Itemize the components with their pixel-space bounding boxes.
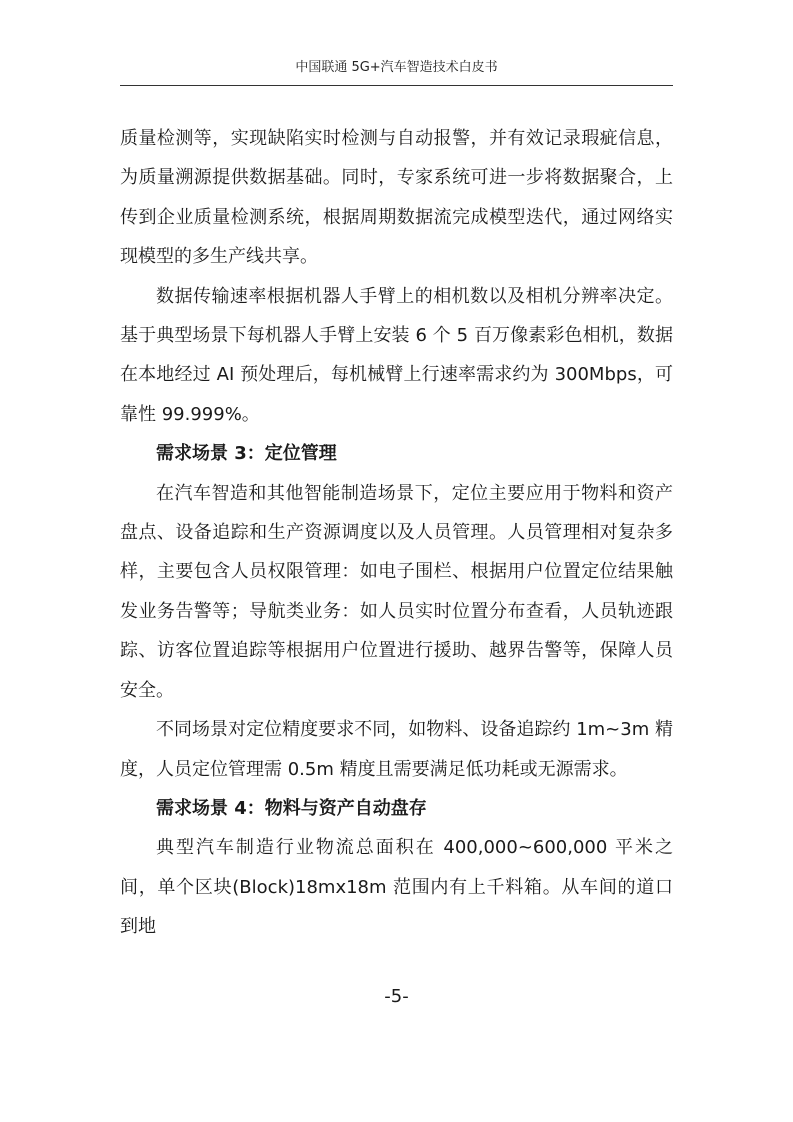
paragraph-data-rate: 数据传输速率根据机器人手臂上的相机数以及相机分辨率决定。基于典型场景下每机器人手臂上安装 6 个 5 百万像素彩色相机，数据在本地经过 AI 预处理后，每机械臂上行速率需求约为 300Mbps，可靠性 99.999%。: [120, 285, 673, 425]
running-header: 中国联通 5G+汽车智造技术白皮书: [295, 60, 498, 75]
paragraph-positioning: 在汽车智造和其他智能制造场景下，定位主要应用于物料和资产盘点、设备追踪和生产资源调度以及人员管理。人员管理相对复杂多样，主要包含人员权限管理：如电子围栏、根据用户位置定位结果触发业务告警等；导航类业务：如人员实时位置分布查看，人员轨迹跟踪、访客位置追踪等根据用户位置进行援助、越界告警等，保障人员安全。: [120, 482, 673, 701]
paragraph-positioning-accuracy: 不同场景对定位精度要求不同，如物料、设备追踪约 1m~3m 精度，人员定位管理需 0.5m 精度且需要满足低功耗或无源需求。: [120, 719, 673, 780]
page-number: -5-: [384, 986, 409, 1007]
paragraph-quality-inspection: 质量检测等，实现缺陷实时检测与自动报警，并有效记录瑕疵信息，为质量溯源提供数据基础。同时，专家系统可进一步将数据聚合，上传到企业质量检测系统，根据周期数据流完成模型迭代，通过网络实现模型的多生产线共享。: [120, 128, 673, 268]
section-heading-scenario-3: 需求场景 3：定位管理: [156, 443, 337, 465]
section-heading-scenario-4: 需求场景 4：物料与资产自动盘存: [156, 797, 427, 819]
paragraph-inventory: 典型汽车制造行业物流总面积在 400,000~600,000 平米之间，单个区块(Block)18mx18m 范围内有上千料箱。从车间的道口到地: [120, 837, 673, 938]
header-divider: [120, 85, 673, 86]
document-body: [120, 119, 673, 947]
